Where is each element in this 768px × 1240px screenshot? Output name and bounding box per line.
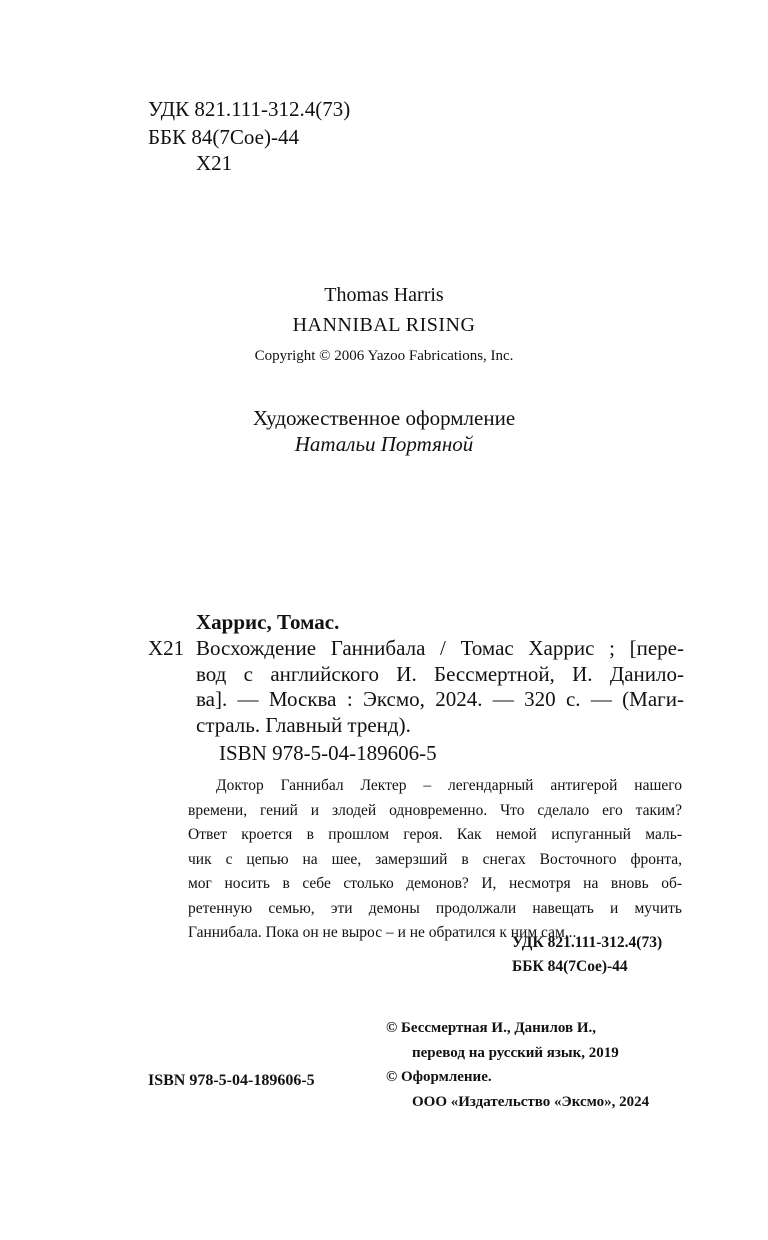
- rights-design-line: ООО «Издательство «Эксмо», 2024: [412, 1093, 650, 1110]
- catalog-description-line: вод с английского И. Бессмертной, И. Данило-: [196, 661, 684, 686]
- original-copyright: Copyright © 2006 Yazoo Fabrications, Inc.: [254, 348, 514, 364]
- catalog-author-heading: Харрис, Томас.: [196, 610, 340, 634]
- index-udk: УДК 821.111-312.4(73): [512, 934, 663, 951]
- catalog-description-line: Восхождение Ганнибала / Томас Харрис ; [пере-: [196, 636, 684, 660]
- catalog-description-line: страль. Главный тренд).: [196, 712, 411, 737]
- udk-code: УДК 821.111-312.4(73): [148, 97, 351, 121]
- bbk-code: ББК 84(7Сое)-44: [148, 125, 299, 149]
- annotation-line: времени, гений и злодей одновременно. Что сделало его таким?: [188, 801, 682, 819]
- rights-block: [386, 1016, 649, 1114]
- catalog-description: [196, 636, 684, 738]
- catalog-isbn: ISBN 978-5-04-189606-5: [219, 741, 437, 765]
- rights-design-line: © Оформление.: [386, 1069, 492, 1085]
- isbn-bottom: ISBN 978-5-04-189606-5: [148, 1072, 315, 1089]
- annotation-line: Ганнибала. Пока он не вырос – и не обратился к ним сам...: [188, 924, 577, 941]
- annotation: [188, 774, 682, 946]
- annotation-line: ретенную семью, эти демоны продолжали навещать и мучить: [188, 899, 682, 917]
- original-title: HANNIBAL RISING: [292, 314, 476, 336]
- original-author: Thomas Harris: [324, 284, 444, 306]
- author-mark: Х21: [196, 151, 233, 175]
- index-bbk: ББК 84(7Сое)-44: [512, 958, 628, 975]
- catalog-author-mark: Х21: [148, 636, 185, 660]
- design-credit-label: Художественное оформление: [252, 406, 516, 430]
- annotation-line: Доктор Ганнибал Лектер – легендарный антигерой нашего: [216, 777, 682, 794]
- catalog-description-line: ва]. — Москва : Эксмо, 2024. — 320 с. — (Маги-: [196, 687, 684, 711]
- annotation-line: мог носить в себе столько демонов? И, несмотря на вновь об-: [188, 875, 682, 892]
- rights-translation-line: © Бессмертная И., Данилов И.,: [386, 1020, 597, 1036]
- annotation-line: Ответ кроется в прошлом героя. Как немой испуганный маль-: [188, 826, 682, 843]
- rights-translation-line: перевод на русский язык, 2019: [412, 1044, 619, 1061]
- design-credit-name: Натальи Портяной: [294, 432, 474, 456]
- annotation-line: чик с цепью на шее, замерзший в снегах Восточного фронта,: [188, 850, 682, 868]
